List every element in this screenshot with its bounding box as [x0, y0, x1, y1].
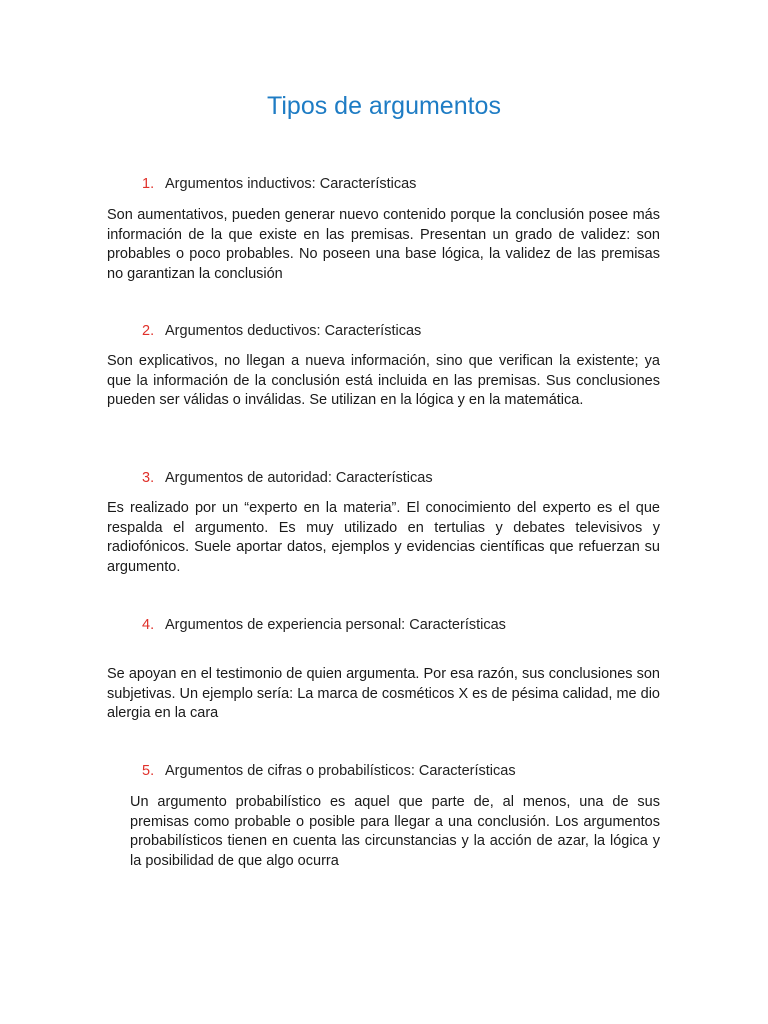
list-number: 1.: [142, 176, 155, 192]
list-number: 2.: [142, 323, 155, 339]
heading-text: Argumentos de autoridad: Características: [165, 470, 433, 486]
section-heading-2: [142, 323, 421, 339]
list-number: 4.: [142, 617, 155, 633]
section-body-1: Son aumentativos, pueden generar nuevo contenido porque la conclusión posee más información de la que existe en las premisas. Presentan un grado de validez: son probables o poco probables. No poseen una base lógica, la validez de las premisas no garantizan la conclusión: [107, 207, 660, 282]
section-body-3: Es realizado por un “experto en la materia”. El conocimiento del experto es el que respalda el argumento. Es muy utilizado en tertulias y debates televisivos y radiofónicos. Suele aportar datos, ejemplos y evidencias científicas que refuerzan su argumento.: [107, 500, 660, 575]
heading-text: Argumentos de experiencia personal: Características: [165, 617, 506, 633]
section-heading-3: [142, 470, 433, 486]
heading-text: Argumentos deductivos: Características: [165, 323, 422, 339]
section-body-5: Un argumento probabilístico es aquel que parte de, al menos, una de sus premisas como probable o posible para llegar a una conclusión. Los argumentos probabilísticos tienen en cuenta las circunstancias y la acción de azar, la lógica y la posibilidad de que algo ocurra: [130, 794, 660, 869]
heading-text: Argumentos inductivos: Características: [165, 176, 417, 192]
section-heading-1: [142, 176, 416, 192]
heading-text: Argumentos de cifras o probabilísticos: Características: [165, 763, 516, 779]
list-number: 3.: [142, 470, 155, 486]
section-heading-4: [142, 617, 506, 633]
section-heading-5: [142, 763, 516, 779]
list-number: 5.: [142, 763, 155, 779]
section-body-2: Son explicativos, no llegan a nueva información, sino que verifican la existente; ya que la información de la conclusión está incluida en las premisas. Sus conclusiones pueden ser válidas o inválidas. Se utilizan en la lógica y en la matemática.: [107, 353, 660, 408]
section-body-4: Se apoyan en el testimonio de quien argumenta. Por esa razón, sus conclusiones son subjetivas. Un ejemplo sería: La marca de cosméticos X es de pésima calidad, me dio alergia en la cara: [107, 666, 660, 721]
document-title: Tipos de argumentos: [267, 92, 501, 120]
